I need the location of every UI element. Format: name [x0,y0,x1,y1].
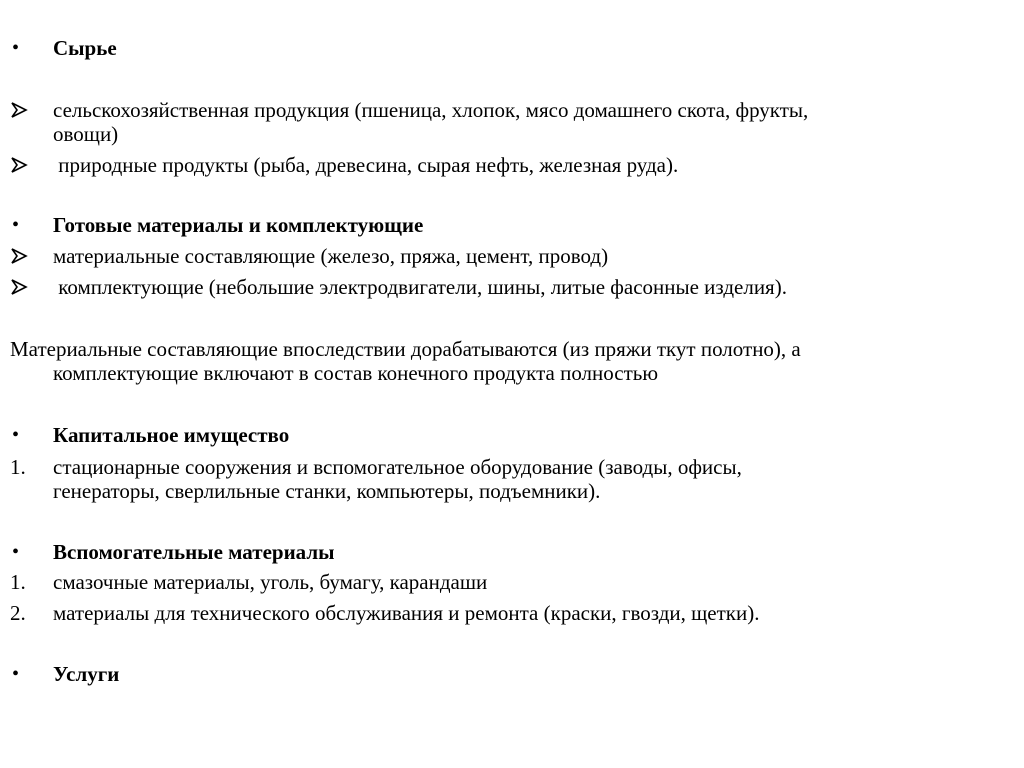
arrow-bullet-icon [10,156,30,174]
bullet-marker: • [12,214,20,236]
list-item-text: природные продукты (рыба, древесина, сырая нефть, железная руда). [53,153,679,177]
list-item-text: сельскохозяйственная продукция (пшеница, хлопок, мясо домашнего скота, фрукты, [53,98,809,122]
list-item-text: генераторы, сверлильные станки, компьютеры, подъемники). [53,479,601,503]
heading-services-text: Услуги [53,662,120,686]
list-item-text: стационарные сооружения и вспомогательное оборудование (заводы, офисы, [53,455,742,479]
heading-capital-text: Капитальное имущество [53,423,290,447]
list-item-text: комплектующие (небольшие электродвигатели, шины, литые фасонные изделия). [53,275,787,299]
arrow-bullet-icon [10,278,30,296]
list-item-text: смазочные материалы, уголь, бумагу, карандаши [53,570,488,594]
note-line-2: комплектующие включают в состав конечного продукта полностью [53,361,659,385]
list-item-text: материалы для технического обслуживания и ремонта (краски, гвозди, щетки). [53,601,760,625]
number-marker: 2. [10,601,26,625]
heading-auxiliary-text: Вспомогательные материалы [53,540,335,564]
bullet-marker: • [12,37,20,59]
note-line-1: Материальные составляющие впоследствии дорабатываются (из пряжи ткут полотно), а [10,337,801,361]
number-marker: 1. [10,570,26,594]
list-item-text: материальные составляющие (железо, пряжа, цемент, провод) [53,244,609,268]
arrow-bullet-icon [10,101,30,119]
list-item-text: овощи) [53,122,119,146]
note-paragraph [10,337,995,385]
bullet-marker: • [12,663,20,685]
bullet-marker: • [12,541,20,563]
heading-materials-text: Готовые материалы и комплектующие [53,213,424,237]
arrow-bullet-icon [10,247,30,265]
heading-raw-text: Сырье [53,36,117,60]
number-marker: 1. [10,455,26,479]
bullet-marker: • [12,424,20,446]
